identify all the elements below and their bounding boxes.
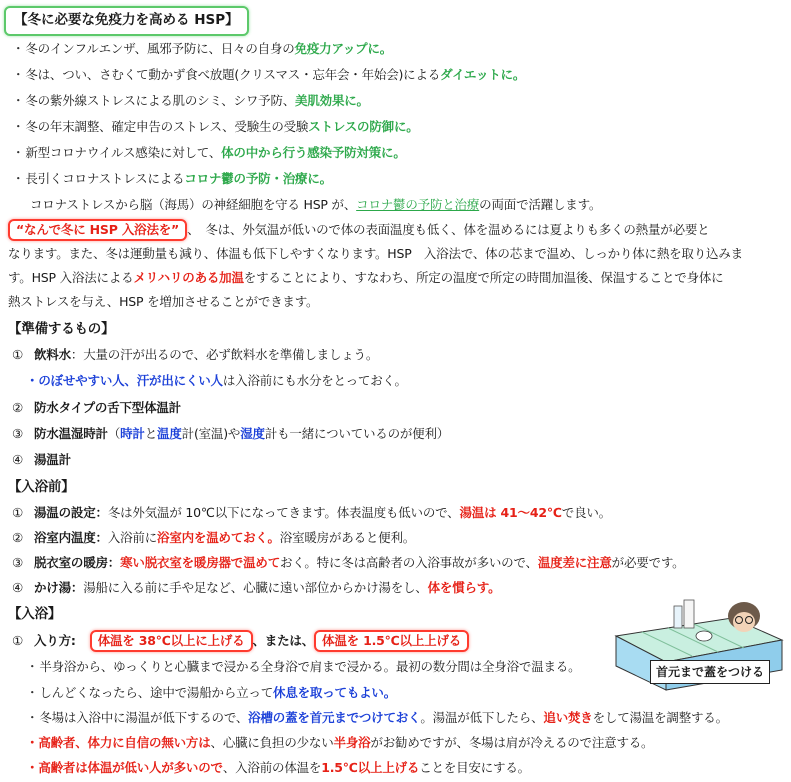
bath-sub-1: ・半身浴から、ゆっくりと心臓まで浸かる全身浴で肩まで浸かる。最初の数分間は全身浴で温まる。: [26, 659, 581, 674]
prep-item-4: ④ 湯温計: [12, 452, 71, 467]
bath-item-1: ① 入り方: 体温を 38℃以上に上げる 、または、 体温を 1.5℃以上上げる: [12, 630, 469, 654]
bath-heading: 【入浴】: [8, 606, 62, 622]
why-line-2: なります。また、冬は運動量も減り、体温も低下しやすくなります。HSP 入浴法で、体の芯まで温め、しっかり体に熱を取り込みま: [8, 246, 743, 261]
before-item-2: ② 浴室内温度：入浴前に浴室内を温めておく。浴室暖房があると便利。: [12, 530, 416, 545]
prep-item-1: ① 飲料水：大量の汗が出るので、必ず飲料水を準備しましょう。: [12, 347, 379, 362]
page-title: 【冬に必要な免疫力を高める HSP】: [4, 6, 249, 36]
bullet-skin: ・冬の紫外線ストレスによる肌のシミ、シワ予防、美肌効果に。: [12, 93, 369, 108]
bullet-infection: ・新型コロナウイルス感染に対して、体の中から行う感染予防対策に。: [12, 145, 406, 160]
bath-sub-3: ・冬場は入浴中に湯温が低下するので、浴槽の蓋を首元までつけておく。湯温が低下したら、追い焚きをして湯温を調整する。: [26, 710, 728, 725]
bath-sub-4: ・高齢者、体力に自信の無い方は、心臓に負担の少ない半身浴がお勧めですが、冬場は肩が冷えるので注意する。: [26, 735, 654, 750]
before-item-3: ③ 脱衣室の暖房：寒い脱衣室を暖房器で温めておく。特に冬は高齢者の入浴事故が多いので、温度差に注意が必要です。: [12, 555, 685, 570]
bullet-diet: ・冬は、つい、さむくて動かず食べ放題(クリスマス・忘年会・年始会)によるダイエットに。: [12, 67, 526, 82]
why-line-3: す。HSP 入浴法によるメリハリのある加温をすることにより、すなわち、所定の温度で所定の時間加温後、保温することで身体に: [8, 270, 724, 285]
before-item-4: ④ かけ湯：湯船に入る前に手や足など、心臓に遠い部位からかけ湯をし、体を慣らす。: [12, 580, 501, 595]
prep-item-3: ③ 防水温湿時計（時計と温度計(室温)や湿度計も一緒についているのが便利）: [12, 426, 450, 441]
prep-heading: 【準備するもの】: [8, 321, 115, 337]
why-line-1: “なんで冬に HSP 入浴法を” 、 冬は、外気温が低いので体の表面温度も低く、体を温めるには夏よりも多くの熱量が必要と: [8, 219, 709, 241]
bullet-stress: ・冬の年末調整、確定申告のストレス、受験生の受験ストレスの防御に。: [12, 119, 419, 134]
bath-sub-5: ・高齢者は体温が低い人が多いので、入浴前の体温を1.5℃以上上げることを目安にする。: [26, 760, 530, 775]
before-heading: 【入浴前】: [8, 479, 75, 495]
why-line-4: 熱ストレスを与え、HSP を増加させることができます。: [8, 294, 319, 309]
prep-item-1-sub: ・のぼせやすい人、汗が出にくい人は入浴前にも水分をとっておく。: [26, 373, 407, 388]
before-item-1: ① 湯温の設定：冬は外気温が 10℃以下になってきます。体表温度も低いので、湯温は 41～42℃で良い。: [12, 505, 611, 520]
why-label: “なんで冬に HSP 入浴法を”: [8, 219, 187, 241]
prep-item-2: ② 防水タイプの舌下型体温計: [12, 400, 181, 415]
corona-link: コロナ鬱の予防と治療: [356, 197, 480, 212]
illustration-caption: 首元まで蓋をつける: [650, 660, 770, 684]
target-1-5c-box: 体温を 1.5℃以上上げる: [314, 630, 469, 652]
bullet-corona-depression: ・長引くコロナストレスによるコロナ鬱の予防・治療に。: [12, 171, 332, 186]
bath-sub-2: ・しんどくなったら、途中で湯船から立って休息を取ってもよい。: [26, 685, 397, 700]
corona-note: コロナストレスから脳（海馬）の神経細胞を守る HSP が、コロナ鬱の予防と治療の両面で活躍します。: [30, 197, 602, 212]
bullet-immunity: ・冬のインフルエンザ、風邪予防に、日々の自身の免疫力アップに。: [12, 41, 393, 56]
target-38c-box: 体温を 38℃以上に上げる: [90, 630, 253, 652]
